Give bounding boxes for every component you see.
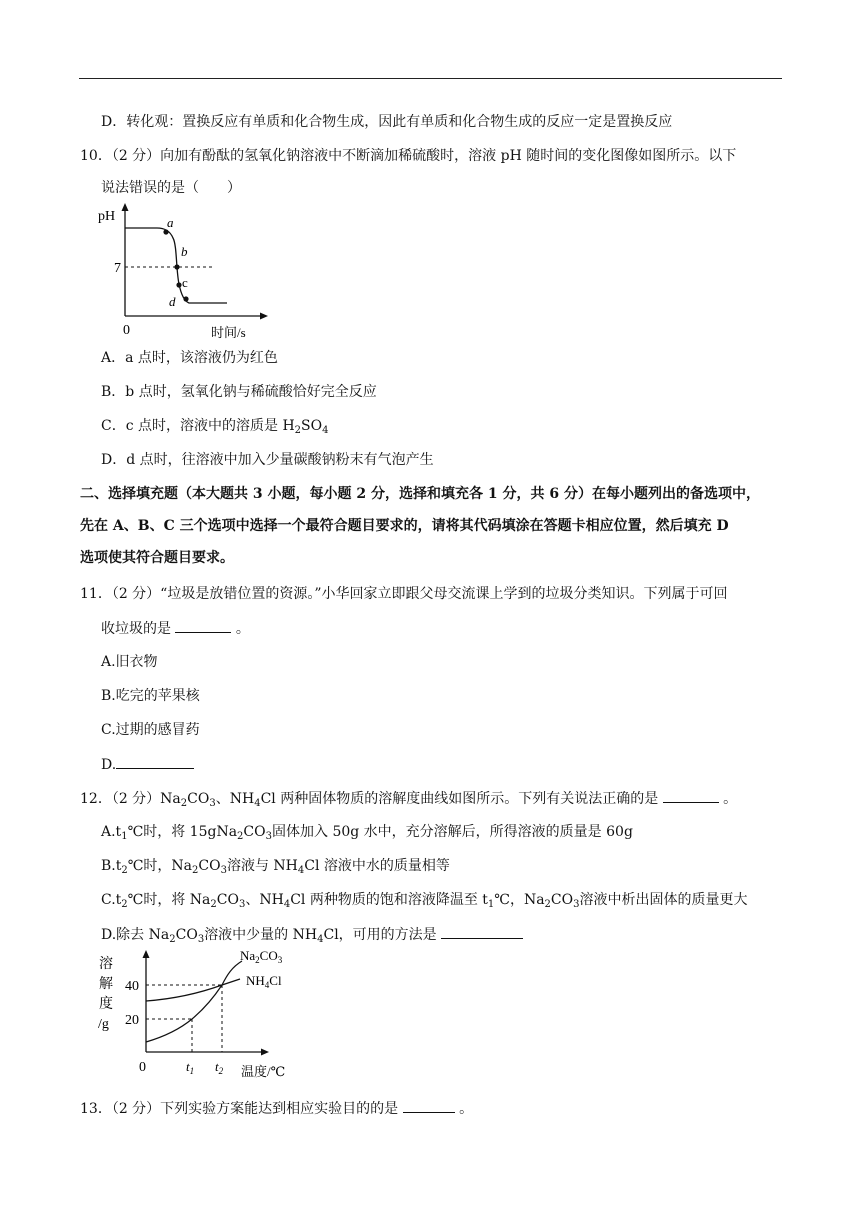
q12-y-tick-20: 20: [125, 1013, 139, 1028]
q12-option-d: D.除去 $Na_2CO_3$溶液中少量的 $NH_4Cl$，可用的方法是: [101, 924, 523, 945]
q11-answer-blank[interactable]: [175, 618, 231, 633]
q12-option-c: $C.t_2℃$时，将 $Na_2CO_3$、$NH_4Cl$ 两种物质的饱和溶液降温至 $t_1℃$，$Na_2CO_3$溶液中析出固体的质量更大: [101, 892, 748, 910]
q12-curve-nh4cl: [146, 979, 240, 1001]
q12-stem: 12．（2 分）$Na_2CO_3$、$NH_4Cl$ 两种固体物质的溶解度曲线如图所示。下列有关说法正确的是 。: [80, 788, 737, 809]
q12-answer-blank[interactable]: [663, 788, 719, 803]
q12-label-nh4cl: $NH_4Cl$: [246, 973, 282, 990]
q10-option-b: B．b 点时，氢氧化钠与稀硫酸恰好完全反应: [101, 384, 377, 400]
section2-line1: 二、选择填充题（本大题共 3 小题，每小题 2 分，选择和填充各 1 分，共 6 分）在每小题列出的备选项中，: [80, 486, 760, 502]
q10-y-tick-7: 7: [114, 261, 121, 276]
q10-point-d: [183, 296, 188, 301]
q12-y-arrow: [143, 950, 150, 958]
q11-stem-line1: 11．（2 分）“垃圾是放错位置的资源。”小华回家立即跟父母交流课上学到的垃圾分类知识。下列属于可回: [80, 586, 728, 602]
q12-curve-na2co3: [146, 961, 242, 1042]
q10-label-a: a: [167, 215, 174, 230]
q10-point-c: [176, 282, 181, 287]
q12-solubility-figure: [88, 945, 318, 1090]
q10-stem-line2: 说法错误的是（ ）: [101, 180, 241, 196]
q12-option-d-blank[interactable]: [441, 924, 523, 939]
header-rule: [79, 78, 782, 79]
q10-x-label: 时间/s: [211, 325, 246, 340]
section2-line3: 选项使其符合题目要求。: [80, 550, 234, 566]
q13-stem: 13．（2 分）下列实验方案能达到相应实验目的的是 。: [80, 1098, 473, 1119]
q12-y-label-2: 解: [99, 977, 113, 992]
q10-x-arrow: [260, 313, 268, 320]
q11-option-d-blank[interactable]: [116, 754, 194, 769]
q9-option-d: D．转化观：置换反应有单质和化合物生成，因此有单质和化合物生成的反应一定是置换反应: [101, 114, 673, 130]
q11-option-c: C.过期的感冒药: [101, 722, 200, 738]
q11-option-a: A.旧衣物: [101, 654, 158, 670]
q10-y-arrow: [122, 203, 129, 211]
q11-stem-line2: 收垃圾的是 。: [101, 618, 250, 639]
q10-point-b: [174, 264, 179, 269]
q12-option-b: $B.t_2℃$时，$Na_2CO_3$溶液与 $NH_4Cl$ 溶液中水的质量相等: [101, 858, 450, 876]
q11-option-b: B.吃完的苹果核: [101, 688, 200, 704]
q10-stem-line1: 10．（2 分）向加有酚酞的氢氧化钠溶液中不断滴加稀硫酸时，溶液 pH 随时间的变化图像如图所示。以下: [80, 148, 737, 164]
q10-point-a: [163, 229, 168, 234]
q12-label-na2co3: $Na_2CO_3$: [240, 948, 283, 965]
q10-label-d: d: [169, 294, 176, 309]
q10-origin: 0: [123, 323, 130, 338]
q10-ph-figure: [95, 200, 280, 345]
section2-line2: 先在 A、B、C 三个选项中选择一个最符合题目要求的，请将其代码填涂在答题卡相应位置，然后填充 D: [80, 518, 729, 534]
q12-x-label: 温度/℃: [241, 1064, 286, 1079]
q12-option-a: $A.t_1℃$时，将 $15gNa_2CO_3$固体加入 50g 水中，充分溶解后，所得溶液的质量是 60g: [101, 824, 633, 842]
q12-y-label-1: 溶: [99, 957, 113, 972]
q10-label-b: b: [181, 244, 188, 259]
q10-label-c: c: [182, 275, 188, 290]
q10-option-a: A．a 点时，该溶液仍为红色: [101, 350, 278, 366]
q11-option-d: D.: [101, 754, 194, 775]
q12-y-label-3: 度: [99, 997, 113, 1012]
q10-y-label: pH: [98, 209, 116, 224]
q12-x-arrow: [261, 1049, 269, 1056]
q13-answer-blank[interactable]: [403, 1098, 455, 1113]
q10-option-c: C．c 点时，溶液中的溶质是 $H_2SO_4$: [101, 418, 329, 436]
q12-origin: 0: [139, 1060, 146, 1075]
q10-option-d: D．d 点时，往溶液中加入少量碳酸钠粉末有气泡产生: [101, 452, 434, 468]
q12-x-tick-t1: $t_1$: [186, 1059, 195, 1076]
q12-y-label-4: /g: [98, 1017, 109, 1032]
q12-y-tick-40: 40: [125, 979, 139, 994]
q12-x-tick-t2: $t_2$: [215, 1059, 224, 1076]
